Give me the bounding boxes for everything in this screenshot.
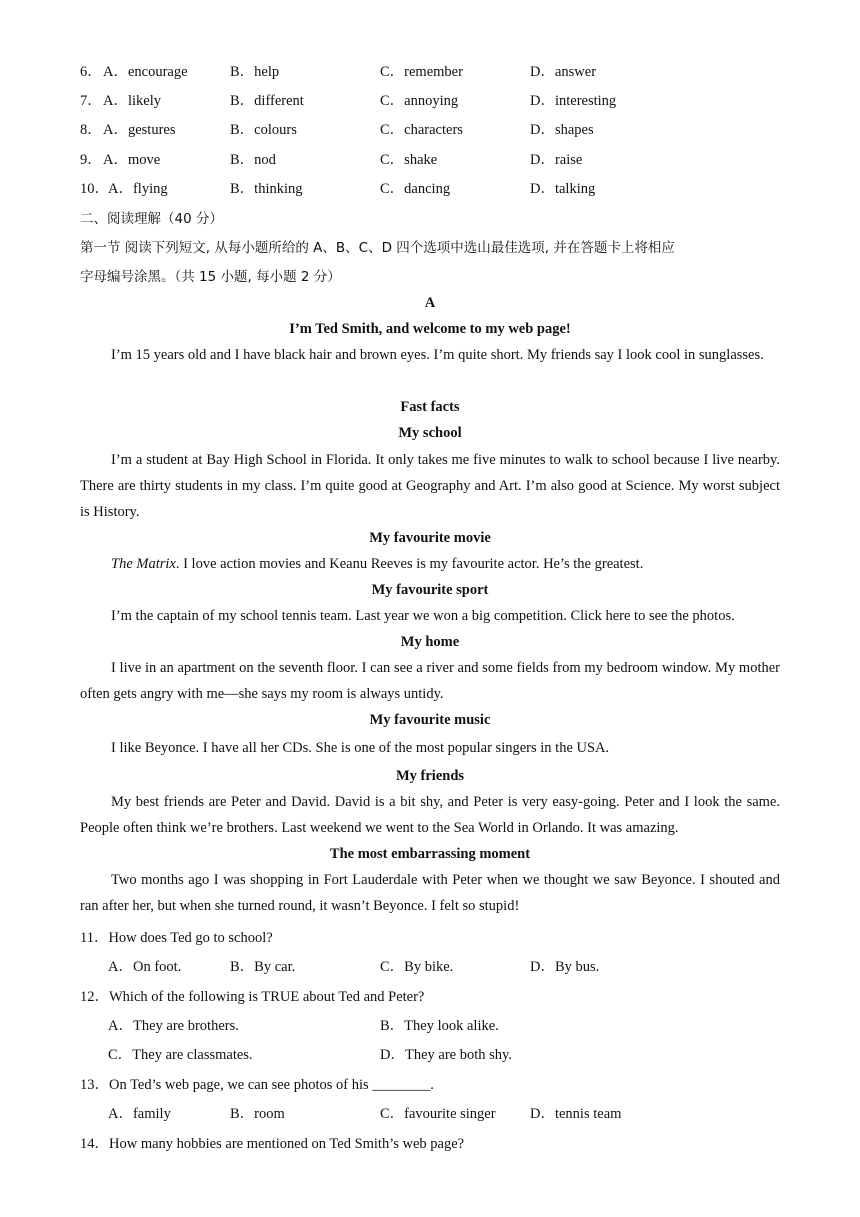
option-d: D．talking [530, 181, 596, 197]
option-b: B．help [230, 64, 280, 80]
intro-paragraph: I’m 15 years old and I have black hair and brown eyes. I’m quite short. My friends say I look cool in sunglasses. [111, 347, 764, 363]
movie-text: . I love action movies and Keanu Reeves is my favourite actor. He’s the greatest. [175, 556, 644, 572]
option-c: C．characters [380, 122, 463, 138]
embarrassing-paragraph: Two months ago I was shopping in Fort Lauderdale with Peter when we thought we saw Beyonce. I shouted and ran after her, but when she turned round, it wasn’t Beyonce. I felt so stupid! [80, 872, 780, 914]
sport-paragraph: I’m the captain of my school tennis team. Last year we won a big competition. Click here to see the photos. [111, 608, 735, 624]
option-c: C．favourite singer [380, 1106, 496, 1122]
music-heading: My favourite music [369, 712, 491, 728]
option-a: A．flying [108, 181, 168, 197]
option-c: C．dancing [380, 181, 451, 197]
movie-title: The Matrix [111, 556, 176, 572]
home-heading: My home [400, 634, 460, 650]
passage-letter: A [424, 295, 436, 311]
music-paragraph: I like Beyonce. I have all her CDs. She is one of the most popular singers in the USA. [111, 740, 610, 756]
section-heading: 二、阅读理解（40 分） [80, 211, 223, 227]
option-d: D．answer [530, 64, 597, 80]
question-number: 7． [80, 93, 102, 109]
option-d: D．They are both shy. [380, 1047, 512, 1063]
question-number: 6． [80, 64, 102, 80]
option-c: C．remember [380, 64, 463, 80]
question-12-stem: 12．Which of the following is TRUE about Ted and Peter? [80, 989, 425, 1005]
option-c: C．By bike. [380, 959, 454, 975]
question-number: 9． [80, 152, 102, 168]
home-paragraph: I live in an apartment on the seventh floor. I can see a river and some fields from my bedroom window. My mother often gets angry with me—she says my room is always untidy. [80, 660, 780, 702]
option-b: B．colours [230, 122, 297, 138]
option-b: B．different [230, 93, 304, 109]
fast-facts-heading: Fast facts [400, 399, 460, 415]
option-b: B．thinking [230, 181, 303, 197]
friends-heading: My friends [395, 768, 465, 784]
sport-heading: My favourite sport [371, 582, 489, 598]
option-d: D．By bus. [530, 959, 600, 975]
option-b: B．room [230, 1106, 285, 1122]
option-d: D．shapes [530, 122, 594, 138]
option-d: D．raise [530, 152, 583, 168]
option-a: A．encourage [103, 64, 188, 80]
passage-title: I’m Ted Smith, and welcome to my web page! [289, 321, 571, 337]
option-b: B．By car. [230, 959, 296, 975]
option-d: D．tennis team [530, 1106, 622, 1122]
question-number: 10． [80, 181, 109, 197]
option-c: C．shake [380, 152, 438, 168]
option-a: A．move [103, 152, 161, 168]
option-d: D．interesting [530, 93, 617, 109]
question-14-stem: 14．How many hobbies are mentioned on Ted Smith’s web page? [80, 1136, 465, 1152]
friends-paragraph: My best friends are Peter and David. David is a bit shy, and Peter is very easy-going. Peter and I look the same. People often think we’re brothers. Last weekend we went to the Sea World in Orlando. It was amazing. [80, 794, 780, 836]
school-heading: My school [398, 425, 462, 441]
option-c: C．They are classmates. [108, 1047, 253, 1063]
option-a: A．On foot. [108, 959, 182, 975]
movie-heading: My favourite movie [369, 530, 491, 546]
option-a: A．gestures [103, 122, 176, 138]
option-a: A．likely [103, 93, 161, 109]
instruction-line-1: 第一节 阅读下列短文, 从每小题所给的 A、B、C、D 四个选项中选山最佳选项, 并在答题卡上将相应 [80, 240, 675, 256]
instruction-line-2: 字母编号涂黑。（共 15 小题, 每小题 2 分） [80, 269, 341, 285]
option-c: C．annoying [380, 93, 459, 109]
option-b: B．They look alike. [380, 1018, 499, 1034]
question-11-stem: 11．How does Ted go to school? [80, 930, 273, 946]
movie-paragraph [80, 551, 780, 577]
school-paragraph: I’m a student at Bay High School in Florida. It only takes me five minutes to walk to school because I live nearby. There are thirty students in my class. I’m quite good at Geography and Art. I’m also good at Science. My worst subject is History. [80, 452, 780, 520]
embarrassing-heading: The most embarrassing moment [329, 846, 531, 862]
option-a: A．They are brothers. [108, 1018, 239, 1034]
option-b: B．nod [230, 152, 276, 168]
question-13-stem: 13．On Ted’s web page, we can see photos of his ________. [80, 1077, 434, 1093]
question-number: 8． [80, 122, 102, 138]
option-a: A．family [108, 1106, 171, 1122]
